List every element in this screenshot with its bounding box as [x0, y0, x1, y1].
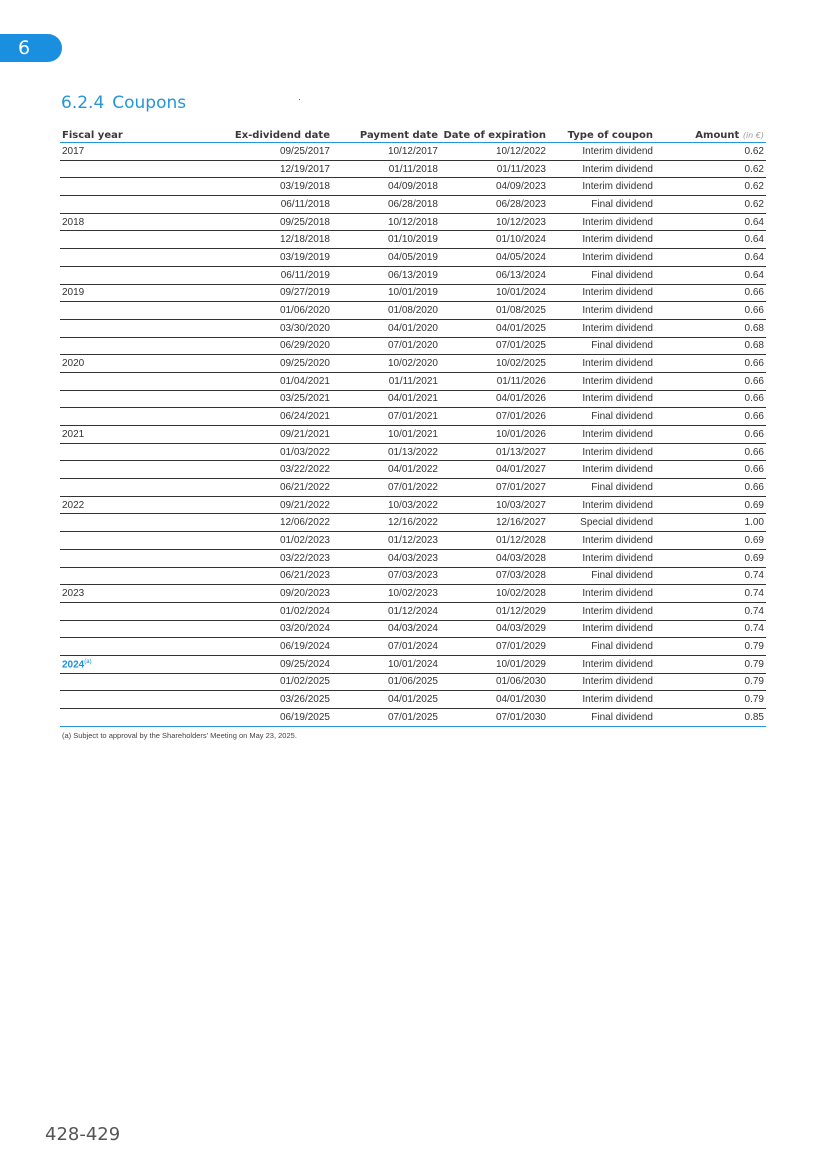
cell-fiscal-year	[60, 567, 210, 585]
cell-fiscal-year	[60, 390, 210, 408]
table-row	[60, 372, 766, 390]
table-row	[60, 196, 766, 214]
cell-payment-date: 07/01/2022	[332, 479, 440, 497]
cell-payment-date: 10/01/2024	[332, 655, 440, 673]
cell-coupon-type: Interim dividend	[548, 302, 655, 320]
cell-amount: 0.62	[655, 160, 766, 178]
cell-fiscal-year	[60, 532, 210, 550]
cell-expiration-date: 10/12/2022	[440, 143, 548, 161]
cell-ex-dividend-date: 03/20/2024	[210, 620, 332, 638]
cell-amount: 0.79	[655, 691, 766, 709]
cell-coupon-type: Final dividend	[548, 638, 655, 656]
cell-amount: 0.85	[655, 709, 766, 727]
table-row	[60, 496, 766, 514]
cell-ex-dividend-date: 06/11/2018	[210, 196, 332, 214]
cell-fiscal-year: 2023	[60, 585, 210, 603]
cell-expiration-date: 10/01/2024	[440, 284, 548, 302]
cell-expiration-date: 07/01/2030	[440, 709, 548, 727]
cell-amount: 0.64	[655, 231, 766, 249]
cell-expiration-date: 07/03/2028	[440, 567, 548, 585]
cell-fiscal-year: 2018	[60, 213, 210, 231]
cell-coupon-type: Interim dividend	[548, 443, 655, 461]
cell-amount: 0.74	[655, 567, 766, 585]
cell-payment-date: 01/06/2025	[332, 673, 440, 691]
cell-expiration-date: 12/16/2027	[440, 514, 548, 532]
cell-expiration-date: 04/01/2027	[440, 461, 548, 479]
cell-payment-date: 01/11/2021	[332, 372, 440, 390]
footnote: (a) Subject to approval by the Shareholders' Meeting on May 23, 2025.	[62, 731, 297, 740]
cell-ex-dividend-date: 06/11/2019	[210, 266, 332, 284]
table-row	[60, 479, 766, 497]
cell-coupon-type: Interim dividend	[548, 390, 655, 408]
cell-ex-dividend-date: 09/21/2021	[210, 426, 332, 444]
cell-fiscal-year	[60, 337, 210, 355]
cell-fiscal-year	[60, 620, 210, 638]
cell-expiration-date: 07/01/2027	[440, 479, 548, 497]
cell-amount: 0.66	[655, 479, 766, 497]
cell-amount: 0.64	[655, 213, 766, 231]
cell-fiscal-year	[60, 443, 210, 461]
cell-fiscal-year	[60, 408, 210, 426]
cell-amount: 0.62	[655, 178, 766, 196]
chapter-tab[interactable]: 6	[0, 34, 62, 62]
cell-expiration-date: 01/12/2029	[440, 602, 548, 620]
cell-ex-dividend-date: 03/22/2023	[210, 549, 332, 567]
table-row	[60, 461, 766, 479]
cell-ex-dividend-date: 12/06/2022	[210, 514, 332, 532]
cell-payment-date: 10/12/2018	[332, 213, 440, 231]
cell-ex-dividend-date: 01/04/2021	[210, 372, 332, 390]
cell-coupon-type: Interim dividend	[548, 620, 655, 638]
table-row	[60, 532, 766, 550]
cell-expiration-date: 04/03/2028	[440, 549, 548, 567]
cell-coupon-type: Interim dividend	[548, 532, 655, 550]
cell-payment-date: 01/08/2020	[332, 302, 440, 320]
cell-ex-dividend-date: 06/29/2020	[210, 337, 332, 355]
table-row	[60, 585, 766, 603]
cell-ex-dividend-date: 03/25/2021	[210, 390, 332, 408]
cell-ex-dividend-date: 06/21/2023	[210, 567, 332, 585]
cell-fiscal-year: 2017	[60, 143, 210, 161]
header-amount-label: Amount	[695, 129, 740, 141]
cell-expiration-date: 10/01/2029	[440, 655, 548, 673]
cell-expiration-date: 01/11/2026	[440, 372, 548, 390]
cell-amount: 0.69	[655, 532, 766, 550]
cell-ex-dividend-date: 06/19/2024	[210, 638, 332, 656]
cell-amount: 0.68	[655, 337, 766, 355]
cell-payment-date: 10/01/2019	[332, 284, 440, 302]
stray-dot	[299, 99, 300, 100]
cell-expiration-date: 01/06/2030	[440, 673, 548, 691]
table-row	[60, 284, 766, 302]
table-row	[60, 408, 766, 426]
cell-expiration-date: 10/01/2026	[440, 426, 548, 444]
cell-ex-dividend-date: 09/25/2024	[210, 655, 332, 673]
cell-coupon-type: Interim dividend	[548, 655, 655, 673]
cell-amount: 0.62	[655, 143, 766, 161]
cell-coupon-type: Interim dividend	[548, 372, 655, 390]
cell-amount: 1.00	[655, 514, 766, 532]
table-row	[60, 549, 766, 567]
table-row	[60, 249, 766, 267]
cell-fiscal-year	[60, 231, 210, 249]
cell-coupon-type: Interim dividend	[548, 585, 655, 603]
cell-payment-date: 04/03/2024	[332, 620, 440, 638]
cell-payment-date: 04/01/2022	[332, 461, 440, 479]
header-amount-unit: (in €)	[742, 130, 764, 140]
table-row	[60, 638, 766, 656]
cell-amount: 0.69	[655, 496, 766, 514]
cell-ex-dividend-date: 01/03/2022	[210, 443, 332, 461]
cell-ex-dividend-date: 09/20/2023	[210, 585, 332, 603]
header-fiscal-year: Fiscal year	[60, 128, 210, 143]
cell-fiscal-year	[60, 673, 210, 691]
cell-coupon-type: Interim dividend	[548, 496, 655, 514]
header-amount	[655, 128, 766, 143]
cell-amount: 0.64	[655, 266, 766, 284]
cell-fiscal-year: 2021	[60, 426, 210, 444]
cell-ex-dividend-date: 03/26/2025	[210, 691, 332, 709]
cell-fiscal-year	[60, 319, 210, 337]
cell-ex-dividend-date: 03/19/2018	[210, 178, 332, 196]
cell-amount: 0.74	[655, 585, 766, 603]
cell-coupon-type: Final dividend	[548, 266, 655, 284]
cell-ex-dividend-date: 03/30/2020	[210, 319, 332, 337]
cell-coupon-type: Interim dividend	[548, 160, 655, 178]
table-row	[60, 355, 766, 373]
table-row	[60, 620, 766, 638]
cell-amount: 0.66	[655, 461, 766, 479]
cell-fiscal-year	[60, 461, 210, 479]
cell-payment-date: 04/05/2019	[332, 249, 440, 267]
cell-coupon-type: Final dividend	[548, 479, 655, 497]
cell-payment-date: 10/12/2017	[332, 143, 440, 161]
cell-fiscal-year	[60, 549, 210, 567]
table-row	[60, 709, 766, 727]
cell-expiration-date: 01/10/2024	[440, 231, 548, 249]
cell-fiscal-year: 2019	[60, 284, 210, 302]
table-header-row	[60, 128, 766, 143]
cell-coupon-type: Interim dividend	[548, 461, 655, 479]
cell-payment-date: 01/13/2022	[332, 443, 440, 461]
cell-fiscal-year	[60, 655, 210, 673]
cell-coupon-type: Final dividend	[548, 567, 655, 585]
cell-payment-date: 04/01/2020	[332, 319, 440, 337]
cell-expiration-date: 06/28/2023	[440, 196, 548, 214]
cell-amount: 0.69	[655, 549, 766, 567]
cell-ex-dividend-date: 01/02/2024	[210, 602, 332, 620]
cell-amount: 0.64	[655, 249, 766, 267]
cell-payment-date: 12/16/2022	[332, 514, 440, 532]
cell-coupon-type: Interim dividend	[548, 673, 655, 691]
cell-coupon-type: Final dividend	[548, 337, 655, 355]
cell-payment-date: 01/12/2024	[332, 602, 440, 620]
cell-fiscal-year	[60, 638, 210, 656]
cell-payment-date: 10/02/2023	[332, 585, 440, 603]
cell-fiscal-year	[60, 196, 210, 214]
cell-coupon-type: Interim dividend	[548, 691, 655, 709]
cell-payment-date: 01/12/2023	[332, 532, 440, 550]
cell-expiration-date: 04/01/2026	[440, 390, 548, 408]
footnote-marker: (a)	[84, 658, 92, 665]
cell-payment-date: 07/03/2023	[332, 567, 440, 585]
cell-coupon-type: Interim dividend	[548, 549, 655, 567]
cell-expiration-date: 10/12/2023	[440, 213, 548, 231]
cell-ex-dividend-date: 09/25/2020	[210, 355, 332, 373]
table-row	[60, 514, 766, 532]
table-row	[60, 390, 766, 408]
cell-ex-dividend-date: 06/19/2025	[210, 709, 332, 727]
cell-payment-date: 07/01/2021	[332, 408, 440, 426]
cell-amount: 0.79	[655, 655, 766, 673]
cell-expiration-date: 07/01/2026	[440, 408, 548, 426]
cell-fiscal-year	[60, 691, 210, 709]
table-row	[60, 302, 766, 320]
cell-fiscal-year	[60, 302, 210, 320]
table-row	[60, 160, 766, 178]
header-coupon-type: Type of coupon	[548, 128, 655, 143]
cell-payment-date: 01/11/2018	[332, 160, 440, 178]
cell-amount: 0.79	[655, 673, 766, 691]
table-row	[60, 143, 766, 161]
cell-payment-date: 10/01/2021	[332, 426, 440, 444]
cell-fiscal-year	[60, 160, 210, 178]
cell-payment-date: 07/01/2025	[332, 709, 440, 727]
cell-ex-dividend-date: 03/19/2019	[210, 249, 332, 267]
cell-amount: 0.66	[655, 426, 766, 444]
cell-coupon-type: Interim dividend	[548, 355, 655, 373]
table-row	[60, 567, 766, 585]
cell-ex-dividend-date: 09/25/2018	[210, 213, 332, 231]
cell-fiscal-year	[60, 602, 210, 620]
cell-coupon-type: Interim dividend	[548, 143, 655, 161]
cell-amount: 0.74	[655, 602, 766, 620]
cell-expiration-date: 04/05/2024	[440, 249, 548, 267]
section-number: 6.2.4	[61, 93, 105, 113]
cell-ex-dividend-date: 01/06/2020	[210, 302, 332, 320]
table-row	[60, 655, 766, 673]
cell-ex-dividend-date: 12/19/2017	[210, 160, 332, 178]
cell-coupon-type: Final dividend	[548, 196, 655, 214]
cell-ex-dividend-date: 01/02/2023	[210, 532, 332, 550]
cell-payment-date: 06/28/2018	[332, 196, 440, 214]
fiscal-year-text: 2024	[62, 658, 85, 670]
header-expiration-date: Date of expiration	[440, 128, 548, 143]
cell-expiration-date: 04/03/2029	[440, 620, 548, 638]
cell-coupon-type: Interim dividend	[548, 319, 655, 337]
cell-payment-date: 06/13/2019	[332, 266, 440, 284]
cell-fiscal-year	[60, 249, 210, 267]
cell-coupon-type: Interim dividend	[548, 284, 655, 302]
cell-ex-dividend-date: 09/27/2019	[210, 284, 332, 302]
coupons-table	[60, 128, 766, 727]
table-row	[60, 266, 766, 284]
cell-expiration-date: 10/02/2025	[440, 355, 548, 373]
cell-amount: 0.66	[655, 443, 766, 461]
cell-ex-dividend-date: 01/02/2025	[210, 673, 332, 691]
page-number: 428-429	[45, 1124, 121, 1145]
cell-payment-date: 07/01/2020	[332, 337, 440, 355]
cell-coupon-type: Interim dividend	[548, 249, 655, 267]
cell-payment-date: 10/02/2020	[332, 355, 440, 373]
section-title	[61, 93, 186, 113]
cell-coupon-type: Final dividend	[548, 709, 655, 727]
cell-payment-date: 04/01/2021	[332, 390, 440, 408]
cell-expiration-date: 10/02/2028	[440, 585, 548, 603]
cell-amount: 0.66	[655, 302, 766, 320]
cell-fiscal-year	[60, 709, 210, 727]
cell-amount: 0.66	[655, 408, 766, 426]
table-row	[60, 337, 766, 355]
cell-expiration-date: 01/08/2025	[440, 302, 548, 320]
table-row	[60, 231, 766, 249]
cell-fiscal-year	[60, 178, 210, 196]
cell-fiscal-year	[60, 372, 210, 390]
cell-coupon-type: Special dividend	[548, 514, 655, 532]
header-ex-dividend-date: Ex-dividend date	[210, 128, 332, 143]
cell-fiscal-year	[60, 266, 210, 284]
table-row	[60, 426, 766, 444]
cell-ex-dividend-date: 06/21/2022	[210, 479, 332, 497]
cell-expiration-date: 01/13/2027	[440, 443, 548, 461]
cell-amount: 0.79	[655, 638, 766, 656]
table-row	[60, 691, 766, 709]
cell-payment-date: 04/09/2018	[332, 178, 440, 196]
header-payment-date: Payment date	[332, 128, 440, 143]
cell-ex-dividend-date: 09/21/2022	[210, 496, 332, 514]
cell-expiration-date: 04/01/2030	[440, 691, 548, 709]
cell-ex-dividend-date: 03/22/2022	[210, 461, 332, 479]
cell-coupon-type: Interim dividend	[548, 213, 655, 231]
table-row	[60, 319, 766, 337]
cell-expiration-date: 04/01/2025	[440, 319, 548, 337]
cell-expiration-date: 10/03/2027	[440, 496, 548, 514]
cell-amount: 0.66	[655, 355, 766, 373]
table-row	[60, 178, 766, 196]
table-row	[60, 443, 766, 461]
cell-amount: 0.74	[655, 620, 766, 638]
cell-expiration-date: 06/13/2024	[440, 266, 548, 284]
table-row	[60, 213, 766, 231]
cell-ex-dividend-date: 06/24/2021	[210, 408, 332, 426]
cell-coupon-type: Interim dividend	[548, 178, 655, 196]
cell-coupon-type: Interim dividend	[548, 602, 655, 620]
cell-coupon-type: Final dividend	[548, 408, 655, 426]
cell-ex-dividend-date: 09/25/2017	[210, 143, 332, 161]
coupon-rows	[60, 143, 766, 727]
section-title-text: Coupons	[112, 93, 187, 113]
cell-payment-date: 07/01/2024	[332, 638, 440, 656]
cell-expiration-date: 01/12/2028	[440, 532, 548, 550]
cell-amount: 0.68	[655, 319, 766, 337]
cell-expiration-date: 01/11/2023	[440, 160, 548, 178]
cell-expiration-date: 04/09/2023	[440, 178, 548, 196]
cell-expiration-date: 07/01/2029	[440, 638, 548, 656]
cell-coupon-type: Interim dividend	[548, 231, 655, 249]
cell-amount: 0.62	[655, 196, 766, 214]
cell-payment-date: 10/03/2022	[332, 496, 440, 514]
cell-amount: 0.66	[655, 372, 766, 390]
cell-fiscal-year: 2022	[60, 496, 210, 514]
cell-payment-date: 01/10/2019	[332, 231, 440, 249]
cell-payment-date: 04/03/2023	[332, 549, 440, 567]
table-row	[60, 602, 766, 620]
cell-fiscal-year: 2020	[60, 355, 210, 373]
cell-fiscal-year	[60, 479, 210, 497]
cell-payment-date: 04/01/2025	[332, 691, 440, 709]
cell-ex-dividend-date: 12/18/2018	[210, 231, 332, 249]
table-row	[60, 673, 766, 691]
cell-fiscal-year	[60, 514, 210, 532]
cell-coupon-type: Interim dividend	[548, 426, 655, 444]
cell-amount: 0.66	[655, 284, 766, 302]
cell-expiration-date: 07/01/2025	[440, 337, 548, 355]
cell-amount: 0.66	[655, 390, 766, 408]
